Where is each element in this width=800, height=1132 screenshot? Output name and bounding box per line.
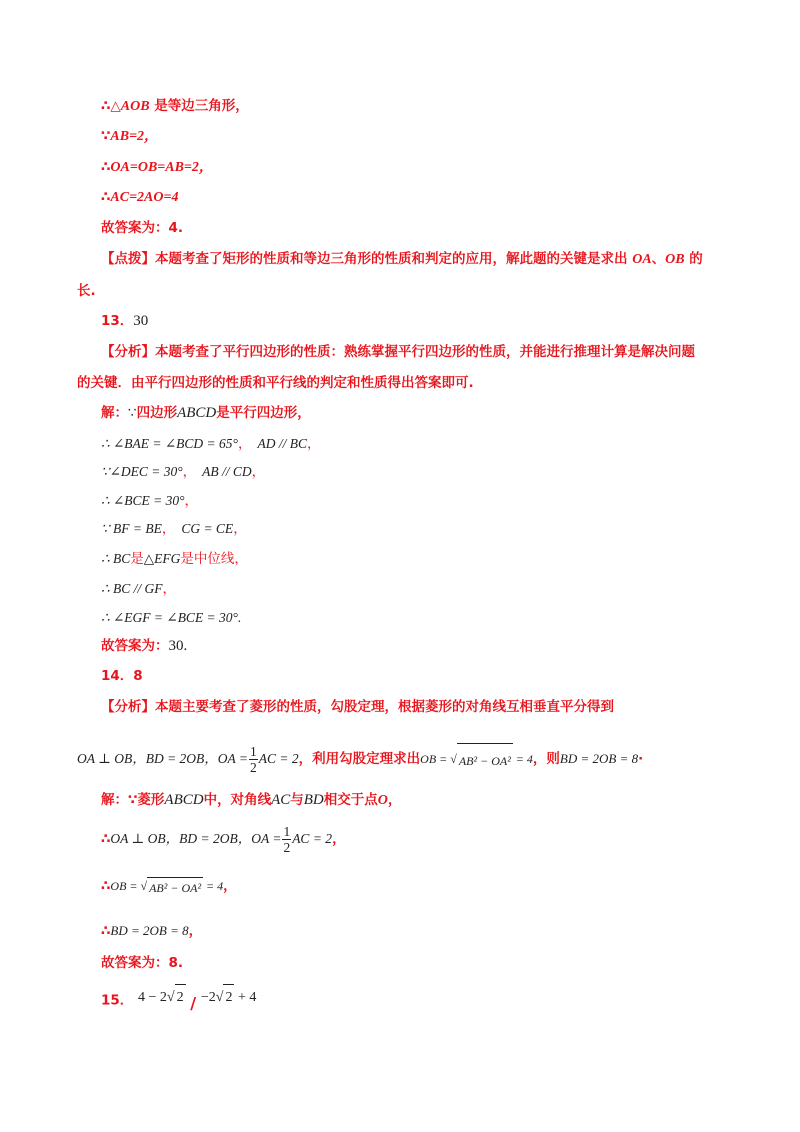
therefore-symbol: ∴ (101, 878, 111, 894)
separator: 、 (651, 251, 666, 267)
q13-sol-line8 (101, 608, 241, 628)
therefore-symbol: ∴△ (101, 98, 121, 114)
math-expr: AC = 2 (258, 751, 299, 766)
radicand: 2 (175, 984, 186, 1011)
note-tag: 【点拨】 (101, 251, 155, 267)
math-expr: −2 (200, 989, 216, 1005)
analysis-tag: 【分析】 (101, 344, 155, 360)
comma: ， (188, 923, 203, 939)
sqrt-expression: OB = √ AB² − OA² = 4 (110, 879, 223, 893)
line-text: 是中位线， (180, 551, 248, 567)
therefore-symbol: ∴ (101, 831, 111, 847)
math-expr: OA (632, 252, 652, 267)
analysis-text: 本题考查了平行四边形的性质：熟练掌握平行四边形的性质，并能进行推理计算是解决问题 (155, 344, 695, 360)
line-text: 是等边三角形， (149, 98, 249, 114)
math-expr: ∵∠DEC = 30° (101, 464, 183, 479)
fraction-denominator: 2 (283, 839, 291, 855)
q15-header (101, 984, 256, 1017)
fraction-denominator: 2 (250, 759, 257, 775)
q13-sol-line6 (101, 549, 248, 569)
line-text: 与 (290, 792, 304, 808)
math-expr: AC = 2 (292, 831, 333, 846)
math-expr: ∴ ∠BCE = 30° (101, 493, 185, 508)
math-expr: AB=2， (110, 129, 159, 144)
q12-note-line1 (101, 249, 703, 270)
math-expr: ∴ BC (101, 551, 131, 566)
math-expr: AC (271, 792, 291, 808)
q14-analysis-line2 (77, 742, 643, 778)
radicand: 2 (223, 984, 234, 1011)
note-text: 本题考查了矩形的性质和等边三角形的性质和判定的应用，解此题的关键是求出 (155, 251, 633, 267)
math-expr: = 4 (206, 879, 224, 893)
line-text: 中，对角线 (203, 792, 272, 808)
q12-final-answer (101, 218, 183, 238)
math-expr: ABCD (177, 405, 217, 421)
math-expr: ∵ BF = BE (101, 521, 162, 536)
analysis-text: ，则 (532, 751, 560, 767)
answer-text: 故答案为：8. (101, 955, 184, 971)
math-expr: = 4 (515, 752, 533, 766)
solution-prefix: 解： (101, 792, 128, 808)
q13-header (101, 311, 148, 331)
answer-value: 30. (168, 638, 188, 654)
answer-separator: / (190, 993, 197, 1013)
radicand: AB² − OA² (457, 743, 513, 778)
because-symbol: ∵ (101, 128, 111, 144)
comma: ， (306, 436, 321, 452)
math-expr: OA ⊥ OB，BD = 2OB，OA = (110, 831, 282, 846)
fraction-half (282, 824, 291, 855)
math-expr: BD = 2OB = 8 (559, 751, 639, 766)
fraction-half (249, 744, 258, 775)
q14-sol-line3 (101, 876, 237, 898)
math-expr: △EFG (143, 551, 181, 566)
q13-final-answer (101, 636, 187, 656)
q12-line-oa-ob (101, 157, 213, 178)
comma: ， (161, 521, 176, 537)
fraction-numerator: 1 (283, 823, 291, 839)
q13-sol-line2 (101, 434, 320, 454)
question-number: 13． (101, 313, 134, 329)
math-expr: OA ⊥ OB，BD = 2OB，OA = (77, 751, 249, 766)
math-expr: OA=OB=AB=2， (110, 160, 213, 175)
analysis-text: ，利用勾股定理求出 (298, 751, 421, 767)
q13-sol-line4 (101, 491, 198, 511)
line-text: 是 (130, 551, 144, 567)
math-expr: AOB (120, 99, 150, 114)
math-expr: ∴ ∠EGF = ∠BCE = 30°. (101, 610, 242, 625)
q13-sol-line5 (101, 519, 247, 539)
q14-analysis-line1 (101, 697, 614, 717)
note-text-end: 的 (684, 251, 703, 267)
therefore-symbol: ∴ (101, 189, 111, 205)
answer-option-1: 4 − 2√ 2 (138, 990, 186, 1005)
analysis-text: 本题主要考查了菱形的性质，勾股定理，根据菱形的对角线互相垂直平分得到 (155, 699, 614, 715)
q14-sol-line2 (101, 822, 346, 856)
answer-text: 故答案为：4. (101, 220, 184, 236)
q14-sol-line4 (101, 921, 202, 941)
math-expr: O (377, 793, 388, 808)
line-text: 相交于点 (323, 792, 378, 808)
because-symbol: ∵ (128, 405, 137, 421)
therefore-symbol: ∴ (101, 159, 111, 175)
math-expr: AB // CD (202, 464, 252, 479)
therefore-symbol: ∴ (101, 923, 111, 939)
math-expr: BD = 2OB = 8 (110, 923, 189, 938)
comma: ， (223, 878, 237, 894)
q13-sol-line7 (101, 579, 176, 599)
note-text: 长. (77, 283, 96, 299)
analysis-text: 的关键．由平行四边形的性质和平行线的判定和性质得出答案即可. (77, 375, 474, 391)
q12-line-ac (101, 187, 179, 208)
comma: ， (162, 581, 176, 597)
q14-sol-line1 (101, 790, 401, 811)
solution-prefix: 解： (101, 405, 128, 421)
math-expr: AD // BC (257, 436, 307, 451)
question-answer: 30 (133, 313, 149, 329)
question-number: 15． (101, 992, 134, 1009)
math-expr: 4 − 2 (138, 989, 167, 1005)
question-number: 14．8 (101, 668, 143, 684)
line-text: 是平行四边形， (216, 405, 311, 421)
math-expr: + 4 (237, 989, 257, 1005)
q12-line-aob-equilateral (101, 96, 249, 117)
math-expr: AC=2AO=4 (110, 190, 179, 205)
math-expr: OB = (110, 879, 138, 893)
math-expr: ∴ ∠BAE = ∠BCD = 65° (101, 436, 238, 451)
comma: ， (387, 792, 402, 808)
end-mark: · (638, 751, 644, 767)
math-expr: OB = (420, 752, 448, 766)
q14-final-answer (101, 953, 183, 973)
comma: ， (184, 493, 199, 509)
math-expr: ∴ BC // GF (101, 581, 163, 596)
comma: ， (182, 464, 197, 480)
line-text: 菱形 (137, 792, 165, 808)
comma: ， (332, 831, 346, 847)
comma: ， (233, 521, 247, 537)
math-expr: CG = CE (181, 521, 234, 536)
q13-sol-line3 (101, 462, 265, 482)
comma: ， (237, 436, 252, 452)
math-expr: BD (303, 792, 324, 808)
analysis-tag: 【分析】 (101, 699, 155, 715)
answer-option-2: −2√ 2 + 4 (201, 990, 257, 1005)
answer-text: 故答案为： (101, 638, 169, 654)
q12-line-ab-given (101, 126, 158, 147)
q14-header (101, 666, 143, 686)
q13-sol-line1 (101, 403, 311, 423)
radicand: AB² − OA² (147, 877, 203, 898)
fraction-numerator: 1 (250, 743, 257, 759)
q13-analysis-line1 (101, 342, 695, 362)
math-expr: OB (665, 252, 685, 267)
math-expr: ABCD (164, 792, 204, 808)
sqrt-expression: OB = √ AB² − OA² = 4 (420, 752, 533, 766)
line-text: 四边形 (136, 405, 178, 421)
q13-analysis-line2 (77, 373, 474, 393)
because-symbol: ∵ (128, 792, 138, 808)
q12-note-line2 (77, 281, 96, 301)
comma: ， (251, 464, 266, 480)
